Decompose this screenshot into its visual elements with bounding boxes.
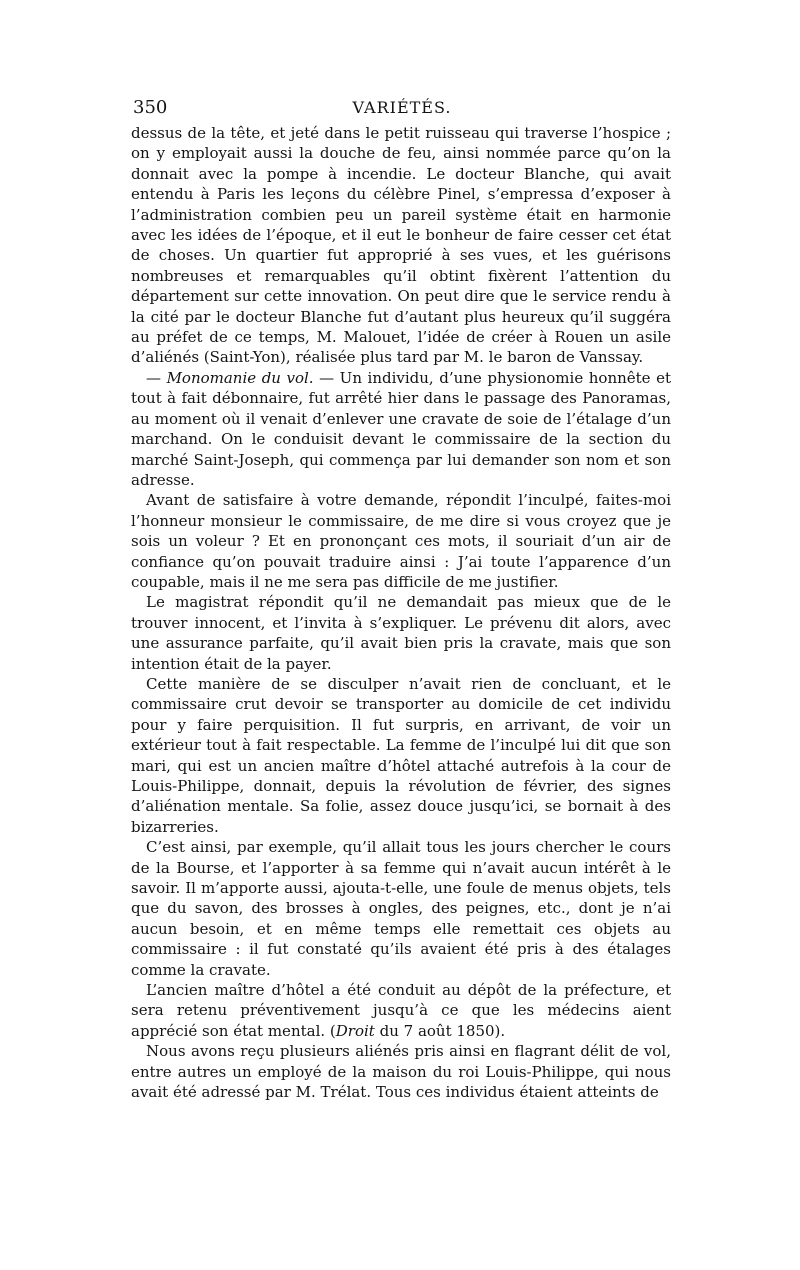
page-number: 350: [133, 97, 168, 118]
paragraph-monomanie: [131, 368, 671, 490]
paragraph-text: C’est ainsi, par exemple, qu’il allait tous les jours chercher le cours de la Bourse, et l’apporter à sa femme qui n’avait aucun intérêt à le savoir. Il m’apporte aussi, ajouta-t-elle, une foule de menus objets, tels que du savon, des brosses à ongles, des peignes, etc., dont je n’ai aucun besoin, et en même temps elle remettait ces objets au commissaire : il fut constaté qu’ils avaient été pris à des étalages comme la cravate.: [131, 838, 671, 979]
source-name-italic: Droit: [335, 1021, 375, 1040]
paragraph: [131, 837, 671, 980]
citation-date: du 7 août 1850).: [374, 1021, 506, 1040]
paragraph: [131, 674, 671, 837]
paragraph-continues-next-page: [131, 1041, 671, 1102]
paragraph-text: dessus de la tête, et jeté dans le petit ruisseau qui traverse l’hospice ; on y employait aussi la douche de feu, ainsi nommée parce qu’on la donnait avec la pompe à incendie. Le docteur Blanche, qui avait entendu à Paris les leçons du célèbre Pinel, s’empressa d’exposer à l’administration combien peu un pareil système était en harmonie avec les idées de l’époque, et il eut le bonheur de faire cesser cet état de choses. Un quartier fut approprié à ses vues, et les guérisons nombreuses et remarquables qu’il obtint fixèrent l’attention du département sur cette innovation. On peut dire que le service rendu à la cité par le docteur Blanche fut d’autant plus heureux qu’il suggéra au préfet de ce temps, M. Malouet, l’idée de créer à Rouen un asile d’aliénés (Saint-Yon), réalisée plus tard par M. le baron de Vanssay.: [131, 124, 671, 367]
section-heading-italic: Monomanie du vol.: [166, 368, 314, 387]
paragraph-text: — Un individu, d’une physionomie honnête et tout à fait débonnaire, fut arrêté hier dans le passage des Panoramas, au moment où il venait d’enlever une cravate de soie de l’étalage d’un marchand. On le conduisit devant le commissaire de la section du marché Saint-Joseph, qui commença par lui demander son nom et son adresse.: [131, 368, 671, 489]
running-title: VARIÉTÉS.: [352, 98, 452, 117]
paragraph-text: L’ancien maître d’hôtel a été conduit au dépôt de la préfecture, et sera retenu préventivement jusqu’à ce que les médecins aient apprécié son état mental. (: [131, 981, 671, 1040]
paragraph: [131, 490, 671, 592]
paragraph-text: Nous avons reçu plusieurs aliénés pris ainsi en flagrant délit de vol, entre autres un employé de la maison du roi Louis-Philippe, qui nous avait été adressé par M. Trélat. Tous ces individus étaient atteints de: [131, 1042, 671, 1102]
paragraph-text: Avant de satisfaire à votre demande, répondit l’inculpé, faites-moi l’honneur monsieur le commissaire, de me dire si vous croyez que je sois un voleur ? Et en prononçant ces mots, il souriait d’un air de confiance qu’on pouvait traduire ainsi : J’ai toute l’apparence d’un coupable, mais il ne me sera pas difficile de me justifier.: [131, 491, 671, 591]
dash-prefix: —: [146, 368, 167, 387]
paragraph-continuation: [131, 123, 671, 368]
body-text: [131, 123, 671, 1103]
running-head: [133, 96, 671, 120]
paragraph-text: Le magistrat répondit qu’il ne demandait pas mieux que de le trouver innocent, et l’invita à s’expliquer. Le prévenu dit alors, avec une assurance parfaite, qu’il avait bien pris la cravate, mais que son intention était de la payer.: [131, 593, 671, 673]
paragraph: [131, 592, 671, 674]
paragraph-source-citation: [131, 980, 671, 1041]
paragraph-text: Cette manière de se disculper n’avait rien de concluant, et le commissaire crut devoir se transporter au domicile de cet individu pour y faire perquisition. Il fut surpris, en arrivant, de voir un extérieur tout à fait respectable. La femme de l’inculpé lui dit que son mari, qui est un ancien maître d’hôtel attaché autrefois à la cour de Louis-Philippe, donnait, depuis la révolution de février, des signes d’aliénation mentale. Sa folie, assez douce jusqu’ici, se bornait à des bizarreries.: [131, 674, 671, 836]
